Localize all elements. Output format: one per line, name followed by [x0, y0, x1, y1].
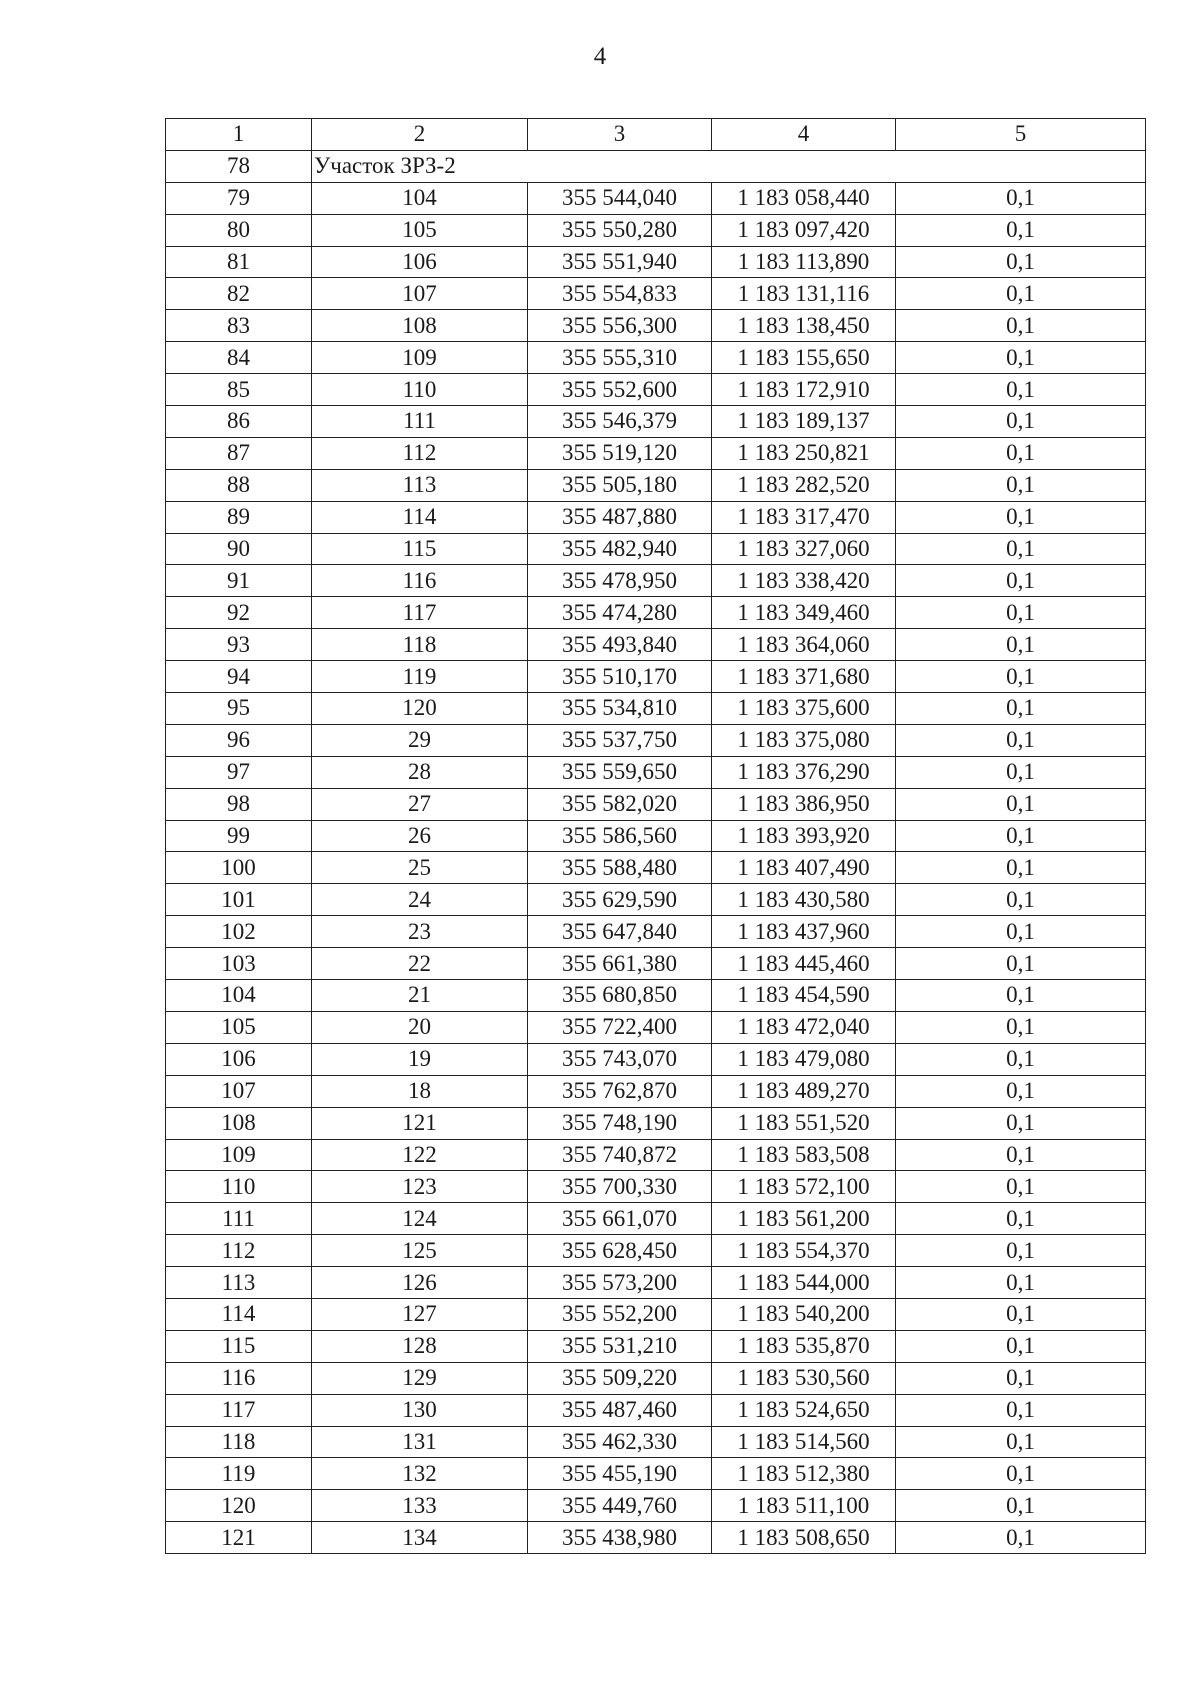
row-number-cell: 105 [166, 1011, 312, 1043]
row-number-cell: 97 [166, 756, 312, 788]
row-number-cell: 88 [166, 469, 312, 501]
y-coordinate-cell: 1 183 524,650 [712, 1394, 896, 1426]
point-number-cell: 132 [312, 1458, 528, 1490]
error-cell: 0,1 [896, 1235, 1146, 1267]
y-coordinate-cell: 1 183 393,920 [712, 820, 896, 852]
point-number-cell: 116 [312, 565, 528, 597]
point-number-cell: 26 [312, 820, 528, 852]
row-number-cell: 87 [166, 437, 312, 469]
row-number-cell: 112 [166, 1235, 312, 1267]
table-row [166, 469, 1146, 501]
row-number-cell: 108 [166, 1107, 312, 1139]
row-number-cell: 100 [166, 852, 312, 884]
x-coordinate-cell: 355 482,940 [528, 533, 712, 565]
point-number-cell: 126 [312, 1267, 528, 1299]
point-number-cell: 131 [312, 1426, 528, 1458]
error-cell: 0,1 [896, 214, 1146, 246]
x-coordinate-cell: 355 556,300 [528, 310, 712, 342]
table-row [166, 214, 1146, 246]
point-number-cell: 18 [312, 1075, 528, 1107]
y-coordinate-cell: 1 183 375,600 [712, 693, 896, 725]
x-coordinate-cell: 355 474,280 [528, 597, 712, 629]
table-row [166, 278, 1146, 310]
error-cell: 0,1 [896, 406, 1146, 438]
point-number-cell: 125 [312, 1235, 528, 1267]
error-cell: 0,1 [896, 916, 1146, 948]
point-number-cell: 106 [312, 246, 528, 278]
table-row [166, 597, 1146, 629]
y-coordinate-cell: 1 183 058,440 [712, 182, 896, 214]
y-coordinate-cell: 1 183 097,420 [712, 214, 896, 246]
point-number-cell: 134 [312, 1522, 528, 1554]
y-coordinate-cell: 1 183 282,520 [712, 469, 896, 501]
x-coordinate-cell: 355 509,220 [528, 1362, 712, 1394]
y-coordinate-cell: 1 183 430,580 [712, 884, 896, 916]
table-row [166, 1490, 1146, 1522]
y-coordinate-cell: 1 183 317,470 [712, 501, 896, 533]
y-coordinate-cell: 1 183 530,560 [712, 1362, 896, 1394]
y-coordinate-cell: 1 183 572,100 [712, 1171, 896, 1203]
point-number-cell: 107 [312, 278, 528, 310]
x-coordinate-cell: 355 455,190 [528, 1458, 712, 1490]
row-number-cell: 110 [166, 1171, 312, 1203]
row-number-cell: 81 [166, 246, 312, 278]
row-number-cell: 114 [166, 1298, 312, 1330]
x-coordinate-cell: 355 531,210 [528, 1330, 712, 1362]
point-number-cell: 23 [312, 916, 528, 948]
x-coordinate-cell: 355 438,980 [528, 1522, 712, 1554]
error-cell: 0,1 [896, 948, 1146, 980]
row-number-cell: 98 [166, 788, 312, 820]
row-number-cell: 119 [166, 1458, 312, 1490]
table-row [166, 374, 1146, 406]
x-coordinate-cell: 355 628,450 [528, 1235, 712, 1267]
error-cell: 0,1 [896, 1011, 1146, 1043]
y-coordinate-cell: 1 183 551,520 [712, 1107, 896, 1139]
y-coordinate-cell: 1 183 155,650 [712, 342, 896, 374]
point-number-cell: 104 [312, 182, 528, 214]
error-cell: 0,1 [896, 1043, 1146, 1075]
header-cell-1: 1 [166, 119, 312, 151]
row-number-cell: 115 [166, 1330, 312, 1362]
y-coordinate-cell: 1 183 364,060 [712, 629, 896, 661]
y-coordinate-cell: 1 183 386,950 [712, 788, 896, 820]
row-number-cell: 109 [166, 1139, 312, 1171]
table-row [166, 1362, 1146, 1394]
y-coordinate-cell: 1 183 472,040 [712, 1011, 896, 1043]
x-coordinate-cell: 355 554,833 [528, 278, 712, 310]
row-number-cell: 101 [166, 884, 312, 916]
x-coordinate-cell: 355 661,380 [528, 948, 712, 980]
point-number-cell: 21 [312, 980, 528, 1012]
error-cell: 0,1 [896, 980, 1146, 1012]
error-cell: 0,1 [896, 374, 1146, 406]
point-number-cell: 27 [312, 788, 528, 820]
row-number-cell: 91 [166, 565, 312, 597]
point-number-cell: 121 [312, 1107, 528, 1139]
x-coordinate-cell: 355 510,170 [528, 661, 712, 693]
point-number-cell: 29 [312, 724, 528, 756]
row-number-cell: 120 [166, 1490, 312, 1522]
table-row [166, 1394, 1146, 1426]
error-cell: 0,1 [896, 1139, 1146, 1171]
table-row [166, 501, 1146, 533]
row-number-cell: 89 [166, 501, 312, 533]
row-number-cell: 94 [166, 661, 312, 693]
x-coordinate-cell: 355 537,750 [528, 724, 712, 756]
table-row [166, 1458, 1146, 1490]
row-number-cell: 85 [166, 374, 312, 406]
y-coordinate-cell: 1 183 349,460 [712, 597, 896, 629]
table-row [166, 1267, 1146, 1299]
y-coordinate-cell: 1 183 508,650 [712, 1522, 896, 1554]
y-coordinate-cell: 1 183 250,821 [712, 437, 896, 469]
point-number-cell: 24 [312, 884, 528, 916]
table-row [166, 916, 1146, 948]
table-row [166, 1330, 1146, 1362]
x-coordinate-cell: 355 544,040 [528, 182, 712, 214]
point-number-cell: 124 [312, 1203, 528, 1235]
row-number-cell: 82 [166, 278, 312, 310]
x-coordinate-cell: 355 661,070 [528, 1203, 712, 1235]
x-coordinate-cell: 355 519,120 [528, 437, 712, 469]
point-number-cell: 115 [312, 533, 528, 565]
table-row [166, 1075, 1146, 1107]
row-number-cell: 92 [166, 597, 312, 629]
table-row [166, 980, 1146, 1012]
row-number-cell: 99 [166, 820, 312, 852]
table-row [166, 693, 1146, 725]
error-cell: 0,1 [896, 820, 1146, 852]
table-row [166, 629, 1146, 661]
y-coordinate-cell: 1 183 489,270 [712, 1075, 896, 1107]
x-coordinate-cell: 355 555,310 [528, 342, 712, 374]
y-coordinate-cell: 1 183 327,060 [712, 533, 896, 565]
row-number-cell: 117 [166, 1394, 312, 1426]
x-coordinate-cell: 355 748,190 [528, 1107, 712, 1139]
table-row [166, 1043, 1146, 1075]
y-coordinate-cell: 1 183 479,080 [712, 1043, 896, 1075]
y-coordinate-cell: 1 183 131,116 [712, 278, 896, 310]
row-number-cell: 90 [166, 533, 312, 565]
table-row [166, 1298, 1146, 1330]
y-coordinate-cell: 1 183 583,508 [712, 1139, 896, 1171]
page-number: 4 [593, 43, 607, 70]
header-cell-4: 4 [712, 119, 896, 151]
table-row [166, 1139, 1146, 1171]
table-row [166, 310, 1146, 342]
x-coordinate-cell: 355 546,379 [528, 406, 712, 438]
y-coordinate-cell: 1 183 512,380 [712, 1458, 896, 1490]
coordinates-table-container [165, 118, 1145, 1554]
x-coordinate-cell: 355 551,940 [528, 246, 712, 278]
table-row [166, 948, 1146, 980]
point-number-cell: 111 [312, 406, 528, 438]
table-row [166, 1522, 1146, 1554]
y-coordinate-cell: 1 183 544,000 [712, 1267, 896, 1299]
table-row [166, 724, 1146, 756]
row-number-cell: 103 [166, 948, 312, 980]
row-number-cell: 113 [166, 1267, 312, 1299]
row-number-cell: 111 [166, 1203, 312, 1235]
point-number-cell: 127 [312, 1298, 528, 1330]
coordinates-table [165, 118, 1146, 1554]
y-coordinate-cell: 1 183 535,870 [712, 1330, 896, 1362]
y-coordinate-cell: 1 183 437,960 [712, 916, 896, 948]
error-cell: 0,1 [896, 756, 1146, 788]
header-row [166, 119, 1146, 151]
point-number-cell: 108 [312, 310, 528, 342]
error-cell: 0,1 [896, 1298, 1146, 1330]
point-number-cell: 129 [312, 1362, 528, 1394]
y-coordinate-cell: 1 183 375,080 [712, 724, 896, 756]
error-cell: 0,1 [896, 182, 1146, 214]
row-number-cell: 118 [166, 1426, 312, 1458]
error-cell: 0,1 [896, 1362, 1146, 1394]
point-number-cell: 28 [312, 756, 528, 788]
table-row [166, 406, 1146, 438]
error-cell: 0,1 [896, 310, 1146, 342]
y-coordinate-cell: 1 183 540,200 [712, 1298, 896, 1330]
x-coordinate-cell: 355 762,870 [528, 1075, 712, 1107]
y-coordinate-cell: 1 183 554,370 [712, 1235, 896, 1267]
point-number-cell: 114 [312, 501, 528, 533]
error-cell: 0,1 [896, 724, 1146, 756]
error-cell: 0,1 [896, 246, 1146, 278]
point-number-cell: 112 [312, 437, 528, 469]
error-cell: 0,1 [896, 469, 1146, 501]
table-row [166, 884, 1146, 916]
error-cell: 0,1 [896, 629, 1146, 661]
row-number-cell: 83 [166, 310, 312, 342]
x-coordinate-cell: 355 680,850 [528, 980, 712, 1012]
error-cell: 0,1 [896, 1171, 1146, 1203]
point-number-cell: 123 [312, 1171, 528, 1203]
point-number-cell: 25 [312, 852, 528, 884]
error-cell: 0,1 [896, 278, 1146, 310]
row-number-cell: 80 [166, 214, 312, 246]
error-cell: 0,1 [896, 693, 1146, 725]
table-row [166, 1235, 1146, 1267]
y-coordinate-cell: 1 183 407,490 [712, 852, 896, 884]
x-coordinate-cell: 355 487,880 [528, 501, 712, 533]
x-coordinate-cell: 355 449,760 [528, 1490, 712, 1522]
table-row [166, 1107, 1146, 1139]
row-number-cell: 107 [166, 1075, 312, 1107]
x-coordinate-cell: 355 550,280 [528, 214, 712, 246]
point-number-cell: 22 [312, 948, 528, 980]
point-number-cell: 118 [312, 629, 528, 661]
x-coordinate-cell: 355 700,330 [528, 1171, 712, 1203]
table-row [166, 1426, 1146, 1458]
x-coordinate-cell: 355 478,950 [528, 565, 712, 597]
table-row [166, 533, 1146, 565]
header-cell-3: 3 [528, 119, 712, 151]
x-coordinate-cell: 355 722,400 [528, 1011, 712, 1043]
row-number-cell: 96 [166, 724, 312, 756]
x-coordinate-cell: 355 743,070 [528, 1043, 712, 1075]
table-row [166, 1203, 1146, 1235]
point-number-cell: 119 [312, 661, 528, 693]
x-coordinate-cell: 355 487,460 [528, 1394, 712, 1426]
table-row [166, 246, 1146, 278]
error-cell: 0,1 [896, 1267, 1146, 1299]
point-number-cell: 122 [312, 1139, 528, 1171]
x-coordinate-cell: 355 534,810 [528, 693, 712, 725]
point-number-cell: 117 [312, 597, 528, 629]
point-number-cell: 130 [312, 1394, 528, 1426]
table-row [166, 820, 1146, 852]
x-coordinate-cell: 355 552,200 [528, 1298, 712, 1330]
y-coordinate-cell: 1 183 189,137 [712, 406, 896, 438]
point-number-cell: 19 [312, 1043, 528, 1075]
table-row [166, 756, 1146, 788]
error-cell: 0,1 [896, 565, 1146, 597]
y-coordinate-cell: 1 183 376,290 [712, 756, 896, 788]
point-number-cell: 120 [312, 693, 528, 725]
row-number-cell: 106 [166, 1043, 312, 1075]
table-row [166, 661, 1146, 693]
error-cell: 0,1 [896, 1203, 1146, 1235]
y-coordinate-cell: 1 183 454,590 [712, 980, 896, 1012]
error-cell: 0,1 [896, 533, 1146, 565]
header-cell-5: 5 [896, 119, 1146, 151]
x-coordinate-cell: 355 462,330 [528, 1426, 712, 1458]
x-coordinate-cell: 355 573,200 [528, 1267, 712, 1299]
y-coordinate-cell: 1 183 113,890 [712, 246, 896, 278]
error-cell: 0,1 [896, 437, 1146, 469]
point-number-cell: 105 [312, 214, 528, 246]
point-number-cell: 133 [312, 1490, 528, 1522]
point-number-cell: 20 [312, 1011, 528, 1043]
section-row [166, 150, 1146, 182]
row-number-cell: 93 [166, 629, 312, 661]
row-number-cell: 116 [166, 1362, 312, 1394]
error-cell: 0,1 [896, 1107, 1146, 1139]
y-coordinate-cell: 1 183 172,910 [712, 374, 896, 406]
point-number-cell: 110 [312, 374, 528, 406]
error-cell: 0,1 [896, 501, 1146, 533]
x-coordinate-cell: 355 629,590 [528, 884, 712, 916]
error-cell: 0,1 [896, 852, 1146, 884]
error-cell: 0,1 [896, 1426, 1146, 1458]
table-row [166, 852, 1146, 884]
x-coordinate-cell: 355 505,180 [528, 469, 712, 501]
error-cell: 0,1 [896, 788, 1146, 820]
y-coordinate-cell: 1 183 445,460 [712, 948, 896, 980]
error-cell: 0,1 [896, 342, 1146, 374]
error-cell: 0,1 [896, 1458, 1146, 1490]
table-row [166, 788, 1146, 820]
table-row [166, 182, 1146, 214]
x-coordinate-cell: 355 582,020 [528, 788, 712, 820]
error-cell: 0,1 [896, 1330, 1146, 1362]
row-number-cell: 79 [166, 182, 312, 214]
table-row [166, 437, 1146, 469]
y-coordinate-cell: 1 183 511,100 [712, 1490, 896, 1522]
x-coordinate-cell: 355 552,600 [528, 374, 712, 406]
error-cell: 0,1 [896, 1490, 1146, 1522]
header-cell-2: 2 [312, 119, 528, 151]
table-row [166, 1011, 1146, 1043]
point-number-cell: 109 [312, 342, 528, 374]
error-cell: 0,1 [896, 1075, 1146, 1107]
x-coordinate-cell: 355 740,872 [528, 1139, 712, 1171]
row-number-cell: 104 [166, 980, 312, 1012]
x-coordinate-cell: 355 493,840 [528, 629, 712, 661]
y-coordinate-cell: 1 183 561,200 [712, 1203, 896, 1235]
table-row [166, 565, 1146, 597]
row-number-cell: 84 [166, 342, 312, 374]
x-coordinate-cell: 355 559,650 [528, 756, 712, 788]
y-coordinate-cell: 1 183 338,420 [712, 565, 896, 597]
y-coordinate-cell: 1 183 371,680 [712, 661, 896, 693]
error-cell: 0,1 [896, 1394, 1146, 1426]
section-label: Участок ЗРЗ-2 [312, 150, 1146, 182]
table-body [166, 119, 1146, 1554]
table-row [166, 1171, 1146, 1203]
row-number-cell: 86 [166, 406, 312, 438]
error-cell: 0,1 [896, 884, 1146, 916]
x-coordinate-cell: 355 647,840 [528, 916, 712, 948]
row-number-cell: 95 [166, 693, 312, 725]
point-number-cell: 128 [312, 1330, 528, 1362]
section-row-number: 78 [166, 150, 312, 182]
row-number-cell: 121 [166, 1522, 312, 1554]
y-coordinate-cell: 1 183 514,560 [712, 1426, 896, 1458]
point-number-cell: 113 [312, 469, 528, 501]
x-coordinate-cell: 355 588,480 [528, 852, 712, 884]
x-coordinate-cell: 355 586,560 [528, 820, 712, 852]
y-coordinate-cell: 1 183 138,450 [712, 310, 896, 342]
row-number-cell: 102 [166, 916, 312, 948]
error-cell: 0,1 [896, 597, 1146, 629]
error-cell: 0,1 [896, 1522, 1146, 1554]
error-cell: 0,1 [896, 661, 1146, 693]
table-row [166, 342, 1146, 374]
